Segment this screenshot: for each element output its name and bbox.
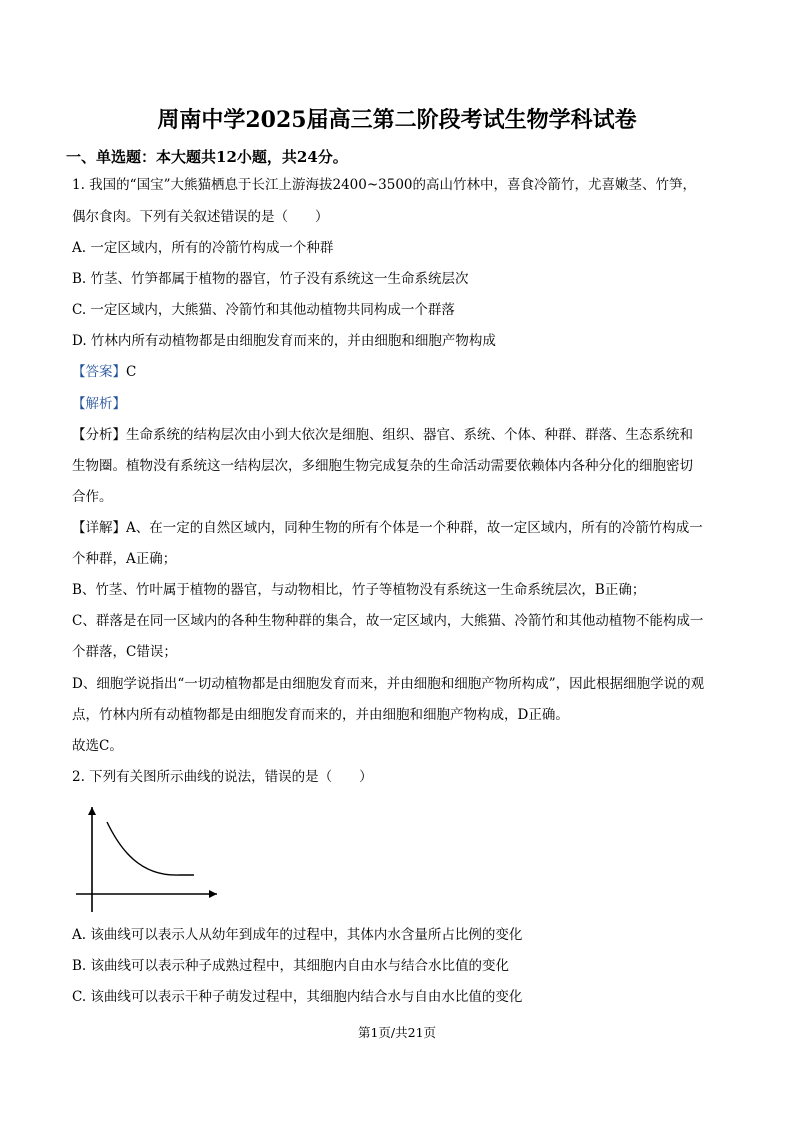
page-footer: 第1页/共21页 — [357, 1025, 437, 1040]
q1-option-d: D. 竹林内所有动植物都是由细胞发育而来的，并由细胞和细胞产物构成 — [72, 333, 496, 349]
xiangjie-text1: A、在一定的自然区域内，同种生物的所有个体是一个种群，故一定区域内，所有的冷箭竹构成一 — [126, 520, 703, 536]
answer-value: C — [126, 364, 137, 380]
xiangjie-line3: B、竹茎、竹叶属于植物的器官，与动物相比，竹子等植物没有系统这一生命系统层次，B正确； — [72, 582, 646, 598]
x-axis-arrow — [209, 890, 217, 898]
xiangjie-tag: 【详解】 — [72, 520, 126, 536]
xiangjie-line7: 点，竹林内所有动植物都是由细胞发育而来的，并由细胞和细胞产物构成，D正确。 — [72, 707, 569, 723]
q1-stem-line2: 偶尔食肉。下列有关叙述错误的是（ ） — [72, 209, 329, 225]
fenxi-text1: 生命系统的结构层次由小到大依次是细胞、组织、器官、系统、个体、种群、群落、生态系统和 — [126, 427, 693, 443]
q2-option-c: C. 该曲线可以表示干种子萌发过程中，其细胞内结合水与自由水比值的变化 — [72, 989, 523, 1005]
xiangjie-line5: 个群落，C错误； — [72, 644, 177, 660]
q1-answer — [72, 362, 136, 382]
section-heading: 一、单选题：本大题共12小题，共24分。 — [66, 148, 348, 166]
y-axis-arrow — [88, 807, 96, 815]
analysis-tag: 【解析】 — [72, 396, 126, 412]
curve — [107, 822, 194, 875]
xiangjie-line4: C、群落是在同一区域内的各种生物种群的集合，故一定区域内，大熊猫、冷箭竹和其他动植物不能构成一 — [72, 613, 704, 629]
xiangjie-line2: 个种群，A正确； — [72, 551, 177, 567]
q1-option-b: B. 竹茎、竹笋都属于植物的器官，竹子没有系统这一生命系统层次 — [72, 271, 469, 287]
q1-stem-line1: 1. 我国的“国宝”大熊猫栖息于长江上游海拔2400~3500的高山竹林中，喜食冷箭竹，尤喜嫩茎、竹笋， — [72, 177, 696, 193]
q1-option-a: A. 一定区域内，所有的冷箭竹构成一个种群 — [72, 240, 334, 256]
xiangjie-line6: D、细胞学说指出“一切动植物都是由细胞发育而来，并由细胞和细胞产物所构成”，因此根据细胞学说的观 — [72, 676, 705, 692]
fenxi-tag: 【分析】 — [72, 427, 126, 443]
q2-stem: 2. 下列有关图所示曲线的说法，错误的是（ ） — [72, 769, 373, 785]
fenxi-line1 — [72, 425, 693, 445]
q2-option-b: B. 该曲线可以表示种子成熟过程中，其细胞内自由水与结合水比值的变化 — [72, 958, 510, 974]
answer-tag: 【答案】 — [72, 364, 126, 380]
page-title: 周南中学2025届高三第二阶段考试生物学科试卷 — [157, 107, 637, 133]
fenxi-line3: 合作。 — [72, 489, 113, 505]
q1-conclusion: 故选C。 — [72, 738, 123, 754]
xiangjie-line1 — [72, 518, 703, 538]
decreasing-curve-figure — [72, 807, 222, 917]
q2-option-a: A. 该曲线可以表示人从幼年到成年的过程中，其体内水含量所占比例的变化 — [72, 927, 523, 943]
q1-option-c: C. 一定区域内，大熊猫、冷箭竹和其他动植物共同构成一个群落 — [72, 302, 455, 318]
fenxi-line2: 生物圈。植物没有系统这一结构层次，多细胞生物完成复杂的生命活动需要依赖体内各种分化的细胞密切 — [72, 458, 693, 474]
